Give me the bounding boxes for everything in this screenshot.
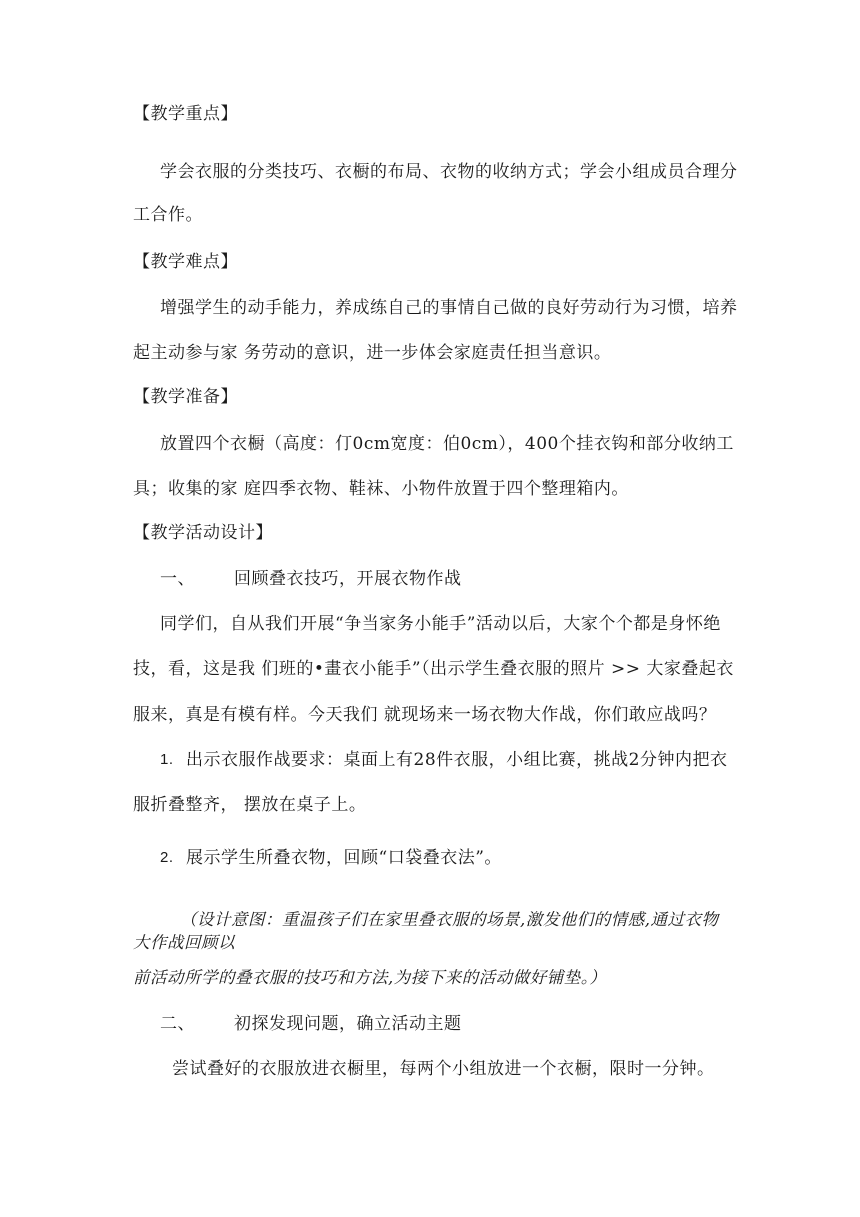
key-points-line-2: 工合作。 [133,205,203,225]
heading-activity-design: 【教学活动设计】 [133,523,273,543]
key-points-line-1: 学会衣服的分类技巧、衣橱的布局、衣物的收纳方式；学会小组成员合理分 [160,162,738,182]
item-1-line-2: 服折叠整齐， 摆放在桌子上。 [133,795,367,815]
paragraph-1-line-3: 服来，真是有模有样。今天我们 就现场来一场衣物大作战，你们敢应战吗？ [133,705,717,725]
difficulties-line-1: 增强学生的动手能力，养成练自己的事情自己做的良好劳动行为习惯，培养 [160,298,738,318]
section-1-title: 回顾叠衣技巧，开展衣物作战 [234,569,462,589]
heading-preparation: 【教学准备】 [133,387,238,407]
item-1-line-1: 出示衣服作战要求：桌面上有28件衣服，小组比赛，挑战2分钟内把衣 [186,750,728,770]
paragraph-1-line-2: 技，看，这是我 们班的•畫衣小能手”（出示学生叠衣服的照片 >> 大家叠起衣 [133,659,734,679]
design-intent-line-2: 大作战回顾以 [133,933,235,952]
paragraph-2-line-1: 尝试叠好的衣服放进衣橱里，每两个小组放进一个衣橱，限时一分钟。 [172,1059,715,1079]
item-2-number: 2. [160,849,174,866]
paragraph-1-line-1: 同学们，自从我们开展“争当家务小能手”活动以后，大家个个都是身怀绝 [160,614,721,634]
heading-difficulties: 【教学难点】 [133,252,238,272]
design-intent-line-1: （设计意图：重温孩子们在家里叠衣服的场景,激发他们的情感,通过衣物 [180,910,719,929]
design-intent-line-3: 前活动所学的叠衣服的技巧和方法,为接下来的活动做好铺垫。） [133,968,607,987]
section-1-number: 一、 [160,569,195,589]
difficulties-line-2: 起主动参与家 务劳动的意识，进一步体会家庭责任担当意识。 [133,343,612,363]
item-1-number: 1. [160,751,174,768]
preparation-line-1: 放置四个衣橱（高度：仃0cm宽度：伯0cm），400个挂衣钩和部分收纳工 [160,434,734,454]
heading-key-points: 【教学重点】 [133,104,238,124]
preparation-line-2: 具；收集的家 庭四季衣物、鞋袜、小物件放置于四个整理箱内。 [133,479,629,499]
section-2-number: 二、 [160,1014,195,1034]
item-2-line-1: 展示学生所叠衣物，回顾“口袋叠衣法”。 [186,848,502,868]
section-2-title: 初探发现问题，确立活动主题 [234,1014,462,1034]
